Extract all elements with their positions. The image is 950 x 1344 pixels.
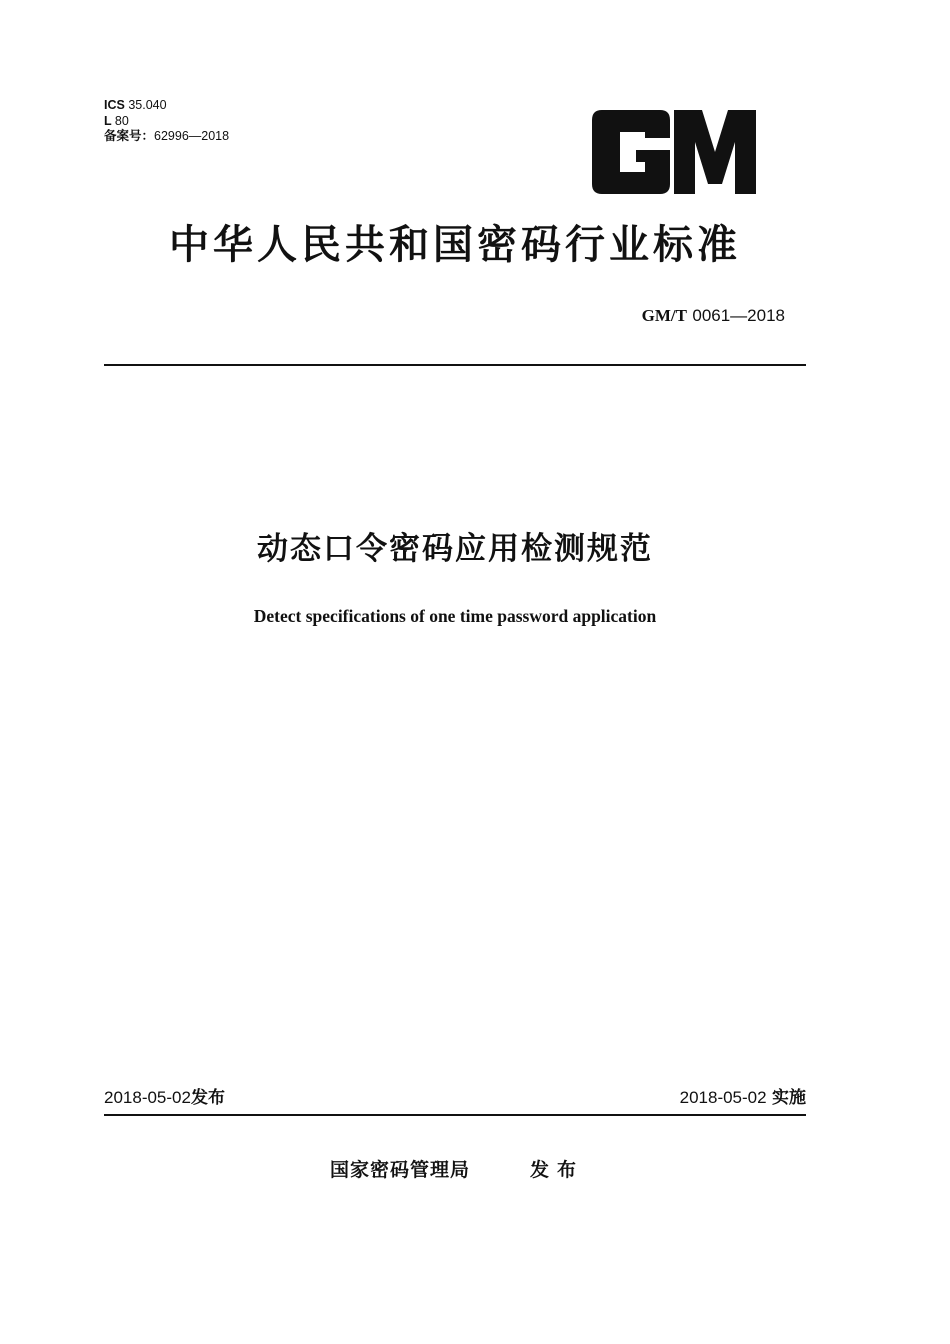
filing-line — [104, 129, 229, 145]
document-title: 动态口令密码应用检测规范 — [257, 531, 653, 567]
gm-logo-icon — [590, 108, 758, 196]
ics-line — [104, 98, 229, 114]
publish-date: 2018-05-02 — [104, 1088, 191, 1107]
standard-code: 0061—2018 — [692, 306, 785, 325]
ccs-label: L — [104, 113, 112, 128]
org-title: 中华人民共和国密码行业标准 — [169, 222, 741, 268]
ics-value: 35.040 — [128, 98, 167, 112]
effective-word: 实施 — [772, 1088, 806, 1108]
standard-number — [642, 305, 785, 327]
footer-divider — [104, 1114, 806, 1116]
ccs-value: 80 — [114, 113, 129, 128]
effective-date-block — [680, 1086, 806, 1110]
filing-label: 备案号： — [104, 129, 155, 143]
document-subtitle: Detect specifications of one time password application — [253, 606, 657, 626]
effective-date: 2018-05-02 — [679, 1088, 767, 1107]
publish-date-block — [104, 1086, 225, 1110]
publish-word: 发布 — [190, 1088, 225, 1108]
ics-label: ICS — [104, 98, 125, 112]
gm-logo-letter-m — [674, 110, 756, 194]
issuer-name: 国家密码管理局 — [330, 1159, 471, 1181]
filing-value: 62996—2018 — [154, 129, 230, 143]
standard-prefix: GM/T — [641, 306, 687, 325]
classification-block — [104, 98, 229, 145]
ccs-line — [104, 114, 229, 130]
gm-logo-letter-g — [592, 110, 670, 194]
issuer-action: 发布 — [530, 1159, 585, 1181]
header-divider — [104, 364, 806, 366]
